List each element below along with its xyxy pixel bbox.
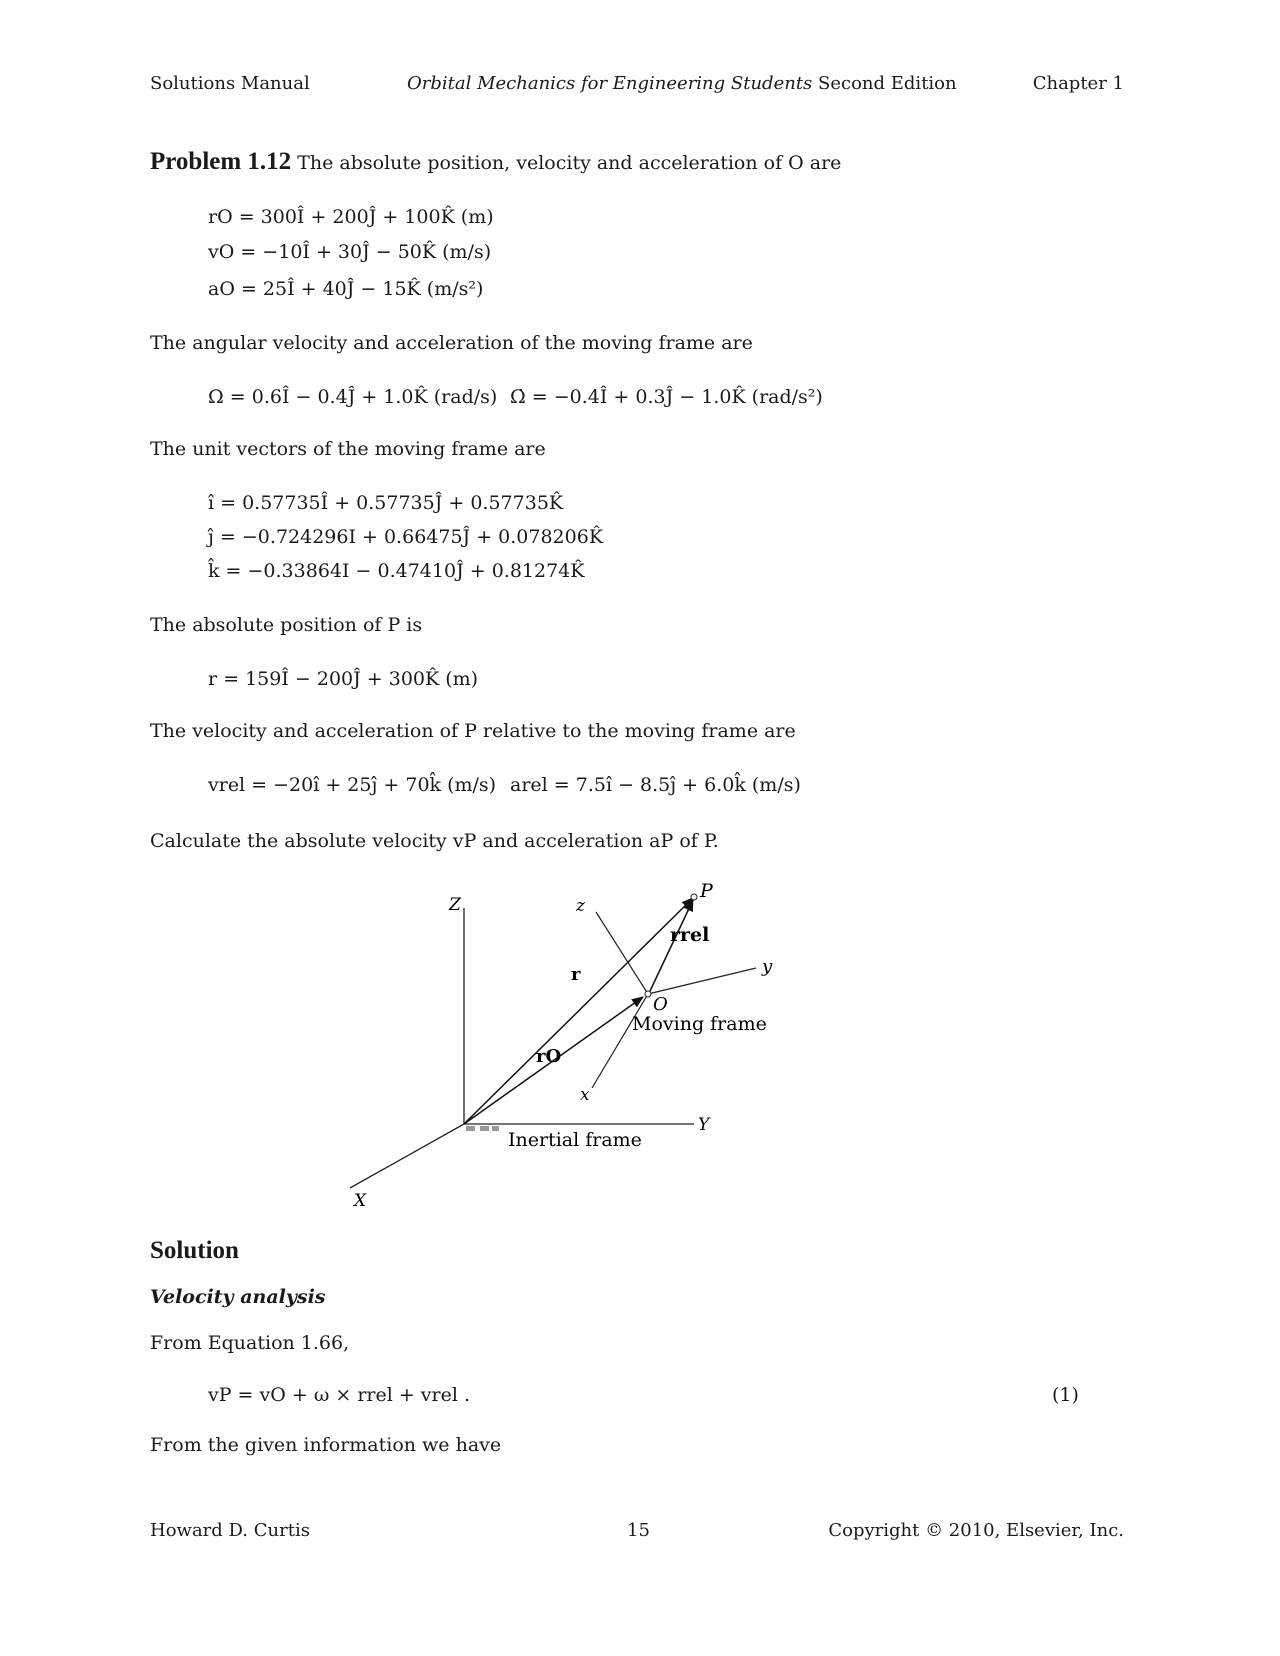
label-r: r	[571, 964, 581, 985]
eq-omega: Ω = 0.6Î − 0.4Ĵ + 1.0K̂ (rad/s)	[208, 386, 498, 408]
frame-hatch-2	[480, 1126, 489, 1131]
label-rrel: rrel	[670, 924, 710, 946]
eq-position-O: rO = 300Î + 200Ĵ + 100K̂ (m)	[208, 206, 494, 228]
eq-1: vP = vO + ω × rrel + vrel .	[208, 1384, 471, 1406]
label-X: X	[354, 1191, 367, 1211]
frame-hatch-3	[492, 1126, 499, 1131]
eq-vrel: vrel = −20î + 25ĵ + 70k̂ (m/s)	[208, 774, 497, 796]
solution-heading: Solution	[150, 1237, 239, 1264]
eq-r: r = 159Î − 200Ĵ + 300K̂ (m)	[208, 668, 479, 690]
problem-label: Problem 1.12	[150, 148, 292, 175]
eq-acceleration-O: aO = 25Î + 40Ĵ − 15K̂ (m/s²)	[208, 278, 484, 300]
label-z: z	[576, 896, 585, 916]
angular-text: The angular velocity and acceleration of the moving frame are	[150, 332, 753, 354]
eq-j-hat: ĵ = −0.724296I + 0.66475Ĵ + 0.078206K̂	[208, 526, 604, 548]
position-P-text: The absolute position of P is	[150, 614, 423, 636]
footer-author: Howard D. Curtis	[150, 1520, 310, 1541]
eq-1-number: (1)	[1052, 1384, 1079, 1406]
label-O: O	[653, 994, 668, 1015]
X-axis	[350, 1124, 464, 1188]
frames-diagram	[330, 870, 800, 1220]
y-axis-moving	[648, 968, 756, 994]
from-equation-text: From Equation 1.66,	[150, 1332, 350, 1354]
label-x: x	[580, 1085, 590, 1105]
eq-arel: arel = 7.5î − 8.5ĵ + 6.0k̂ (m/s)	[510, 774, 801, 796]
label-y: y	[762, 956, 773, 977]
label-inertial-frame: Inertial frame	[508, 1129, 642, 1151]
page-number: 15	[627, 1520, 650, 1541]
velocity-analysis-heading: Velocity analysis	[150, 1286, 326, 1308]
label-Y: Y	[698, 1115, 710, 1135]
label-Z: Z	[449, 895, 461, 915]
eq-k-hat: k̂ = −0.33864I − 0.47410Ĵ + 0.81274K̂	[208, 560, 585, 582]
eq-omega-dot: Ω̇ = −0.4Î + 0.3Ĵ − 1.0K̂ (rad/s²)	[510, 386, 823, 408]
eq-i-hat: î = 0.57735Î + 0.57735Ĵ + 0.57735K̂	[208, 492, 564, 514]
point-O	[645, 991, 651, 997]
label-P: P	[700, 880, 713, 902]
header-left: Solutions Manual	[150, 73, 310, 94]
eq-velocity-O: vO = −10Î + 30Ĵ − 50K̂ (m/s)	[208, 241, 492, 263]
problem-intro: The absolute position, velocity and acceleration of O are	[297, 152, 842, 174]
point-P	[691, 894, 697, 900]
header-title-italic: Orbital Mechanics for Engineering Students	[407, 73, 813, 94]
calculate-text: Calculate the absolute velocity vP and acceleration aP of P.	[150, 830, 719, 852]
header-book-title	[407, 73, 957, 94]
relative-text: The velocity and acceleration of P relative to the moving frame are	[150, 720, 796, 742]
x-axis-moving	[592, 994, 648, 1088]
footer-copyright: Copyright © 2010, Elsevier, Inc.	[828, 1520, 1124, 1541]
given-info-text: From the given information we have	[150, 1434, 502, 1456]
z-axis-moving	[596, 912, 648, 994]
header-chapter: Chapter 1	[1032, 73, 1124, 94]
problem-intro-line	[150, 148, 841, 176]
label-moving-frame: Moving frame	[632, 1013, 767, 1035]
label-rO: rO	[536, 1046, 562, 1067]
unit-vectors-text: The unit vectors of the moving frame are	[150, 438, 546, 460]
header-edition: Second Edition	[818, 73, 957, 94]
frame-hatch-1	[466, 1126, 475, 1131]
